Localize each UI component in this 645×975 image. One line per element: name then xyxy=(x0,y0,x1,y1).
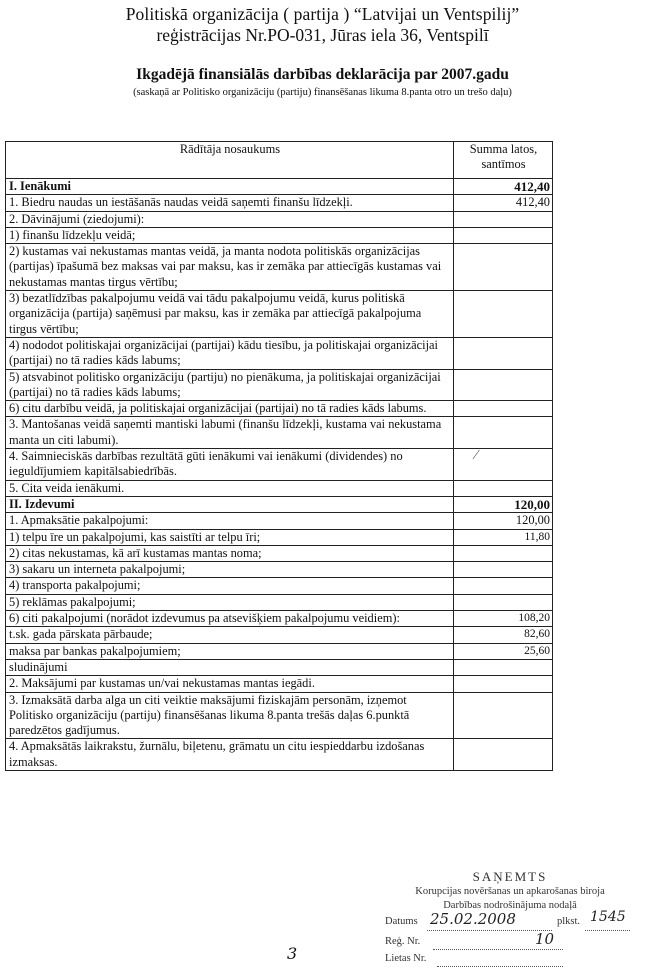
row-amount xyxy=(454,244,553,291)
row-amount: 25,60 xyxy=(454,643,553,659)
table-row xyxy=(6,659,553,675)
stamp-case-label: Lietas Nr. xyxy=(385,953,427,964)
row-amount xyxy=(454,369,553,401)
row-amount xyxy=(454,545,553,561)
row-amount: 120,00 xyxy=(454,513,553,529)
stamp-department: Darbības nodrošinājuma nodaļā xyxy=(443,900,577,911)
table-header-row xyxy=(6,142,553,179)
row-label: 4. Saimnieciskās darbības rezultātā gūti ienākumi vai ienākumi (dividendes) no ieguldījumiem kapitālsabiedrībās. xyxy=(6,449,454,481)
row-amount xyxy=(454,401,553,417)
row-amount xyxy=(454,480,553,496)
row-amount xyxy=(454,676,553,692)
row-label: 3. Mantošanas veidā saņemti mantiski labumi (finanšu līdzekļi, kustama vai nekustama manta un citi labumi). xyxy=(6,417,454,449)
declaration-table xyxy=(5,141,553,771)
row-amount xyxy=(454,659,553,675)
row-amount xyxy=(454,449,553,481)
table-row xyxy=(6,211,553,227)
stamp-date-label: Datums xyxy=(385,916,418,927)
row-label: 1. Biedru naudas un iestāšanās naudas veidā saņemti finanšu līdzekļi. xyxy=(6,195,454,211)
declaration-table-body xyxy=(6,179,553,771)
section-row xyxy=(6,496,553,512)
row-label: 5. Cita veida ienākumi. xyxy=(6,480,454,496)
stamp-time-label: plkst. xyxy=(557,916,581,927)
table-row xyxy=(6,611,553,627)
stamp-reg-value: 10 xyxy=(535,930,555,948)
row-label: maksa par bankas pakalpojumiem; xyxy=(6,643,454,659)
row-amount xyxy=(454,692,553,739)
table-row xyxy=(6,627,553,643)
row-amount: 120,00 xyxy=(454,496,553,512)
table-row xyxy=(6,369,553,401)
table-row xyxy=(6,578,553,594)
row-label: sludinājumi xyxy=(6,659,454,675)
row-label: 4. Apmaksātās laikrakstu, žurnālu, biļetenu, grāmatu un citu iespieddarbu izdošanas izmaksas. xyxy=(6,739,454,771)
row-amount: 412,40 xyxy=(454,195,553,211)
row-amount xyxy=(454,562,553,578)
row-label: 3) sakaru un interneta pakalpojumi; xyxy=(6,562,454,578)
row-label: 3. Izmaksātā darba alga un citi veiktie maksājumi fiziskajām personām, izņemot Politisko organizāciju (partiju) finansēšanas likuma 8.panta trešās daļas 6.punktā paredzētos gadījumus. xyxy=(6,692,454,739)
row-label: 2) citas nekustamas, kā arī kustamas mantas noma; xyxy=(6,545,454,561)
row-amount: 412,40 xyxy=(454,179,553,195)
stamp-office: Korupcijas novēršanas un apkarošanas biroja xyxy=(415,886,605,897)
row-label: II. Izdevumi xyxy=(6,496,454,512)
section-row xyxy=(6,179,553,195)
row-label: 4) nododot politiskajai organizācijai (partijai) kādu tiesību, ja politiskajai organizācijai (partijai) no tā radies kāds labums; xyxy=(6,337,454,369)
row-amount: 82,60 xyxy=(454,627,553,643)
row-amount xyxy=(454,594,553,610)
row-label: t.sk. gada pārskata pārbaude; xyxy=(6,627,454,643)
table-row xyxy=(6,417,553,449)
row-label: 1) telpu īre un pakalpojumi, kas saistīti ar telpu īri; xyxy=(6,529,454,545)
table-row xyxy=(6,513,553,529)
table-row xyxy=(6,227,553,243)
row-amount xyxy=(454,291,553,338)
row-label: I. Ienākumi xyxy=(6,179,454,195)
row-label: 6) citi pakalpojumi (norādot izdevumus pa atsevišķiem pakalpojumu veidiem): xyxy=(6,611,454,627)
table-row xyxy=(6,594,553,610)
table-row xyxy=(6,545,553,561)
pen-mark: ⁄ xyxy=(475,448,478,464)
organization-name: Politiskā organizācija ( partija ) “Latvijai un Ventspilij” xyxy=(125,4,520,24)
table-row xyxy=(6,337,553,369)
table-row xyxy=(6,195,553,211)
row-label: 2. Maksājumi par kustamas un/vai nekustamas mantas iegādi. xyxy=(6,676,454,692)
stamp-title: SAŅEMTS xyxy=(472,869,548,884)
page-number: 3 xyxy=(287,944,298,963)
row-amount xyxy=(454,578,553,594)
row-label: 1) finanšu līdzekļu veidā; xyxy=(6,227,454,243)
column-header-sum xyxy=(454,142,553,179)
row-amount xyxy=(454,337,553,369)
row-amount xyxy=(454,417,553,449)
row-label: 3) bezatlīdzības pakalpojumu veidā vai tādu pakalpojumu veidā, kurus politiskā organizācija (partija) saņēmusi par maksu, kas ir zemāka par attiecīgā pakalpojuma tirgus vērtību; xyxy=(6,291,454,338)
row-label: 4) transporta pakalpojumi; xyxy=(6,578,454,594)
table-row xyxy=(6,480,553,496)
table-row xyxy=(6,244,553,291)
table-row xyxy=(6,401,553,417)
table-row xyxy=(6,562,553,578)
column-header-sum-line2: santīmos xyxy=(481,157,526,172)
row-label: 6) citu darbību veidā, ja politiskajai organizācijai (partijai) no tā radies kāds labums. xyxy=(6,401,454,417)
column-header-sum-line1: Summa latos, xyxy=(469,142,538,156)
document-title: Ikgadējā finansiālās darbības deklarācija par 2007.gadu xyxy=(136,66,509,83)
row-label: 1. Apmaksātie pakalpojumi: xyxy=(6,513,454,529)
table-row xyxy=(6,739,553,771)
document-subtitle: (saskaņā ar Politisko organizāciju (partiju) finansēšanas likuma 8.panta otro un trešo daļu) xyxy=(133,87,512,98)
table-row xyxy=(6,449,553,481)
row-label: 2) kustamas vai nekustamas mantas veidā, ja manta nodota politiskās organizācijas (partijas) īpašumā bez maksas vai par maksu, kas ir zemāka par attiecīgās kustamas vai nekustamas mantas tirgus vērtību; xyxy=(6,244,454,291)
row-amount xyxy=(454,739,553,771)
table-row xyxy=(6,676,553,692)
organization-registration: reģistrācijas Nr.PO-031, Jūras iela 36, Ventspilī xyxy=(156,25,489,45)
table-row xyxy=(6,643,553,659)
table-row xyxy=(6,529,553,545)
row-amount xyxy=(454,211,553,227)
row-amount: 108,20 xyxy=(454,611,553,627)
table-row xyxy=(6,291,553,338)
stamp-time-value: 1545 xyxy=(590,909,626,925)
stamp-date-value: 25.02.2008 xyxy=(430,910,516,928)
row-label: 5) atsvabinot politisko organizāciju (partiju) no pienākuma, ja politiskajai organizācijai (partijai) no tā radies kāds labums; xyxy=(6,369,454,401)
column-header-name: Rādītāja nosaukums xyxy=(6,142,454,179)
row-label: 2. Dāvinājumi (ziedojumi): xyxy=(6,211,454,227)
stamp-reg-label: Reģ. Nr. xyxy=(385,936,421,947)
table-row xyxy=(6,692,553,739)
row-amount xyxy=(454,227,553,243)
row-amount: 11,80 xyxy=(454,529,553,545)
row-label: 5) reklāmas pakalpojumi; xyxy=(6,594,454,610)
